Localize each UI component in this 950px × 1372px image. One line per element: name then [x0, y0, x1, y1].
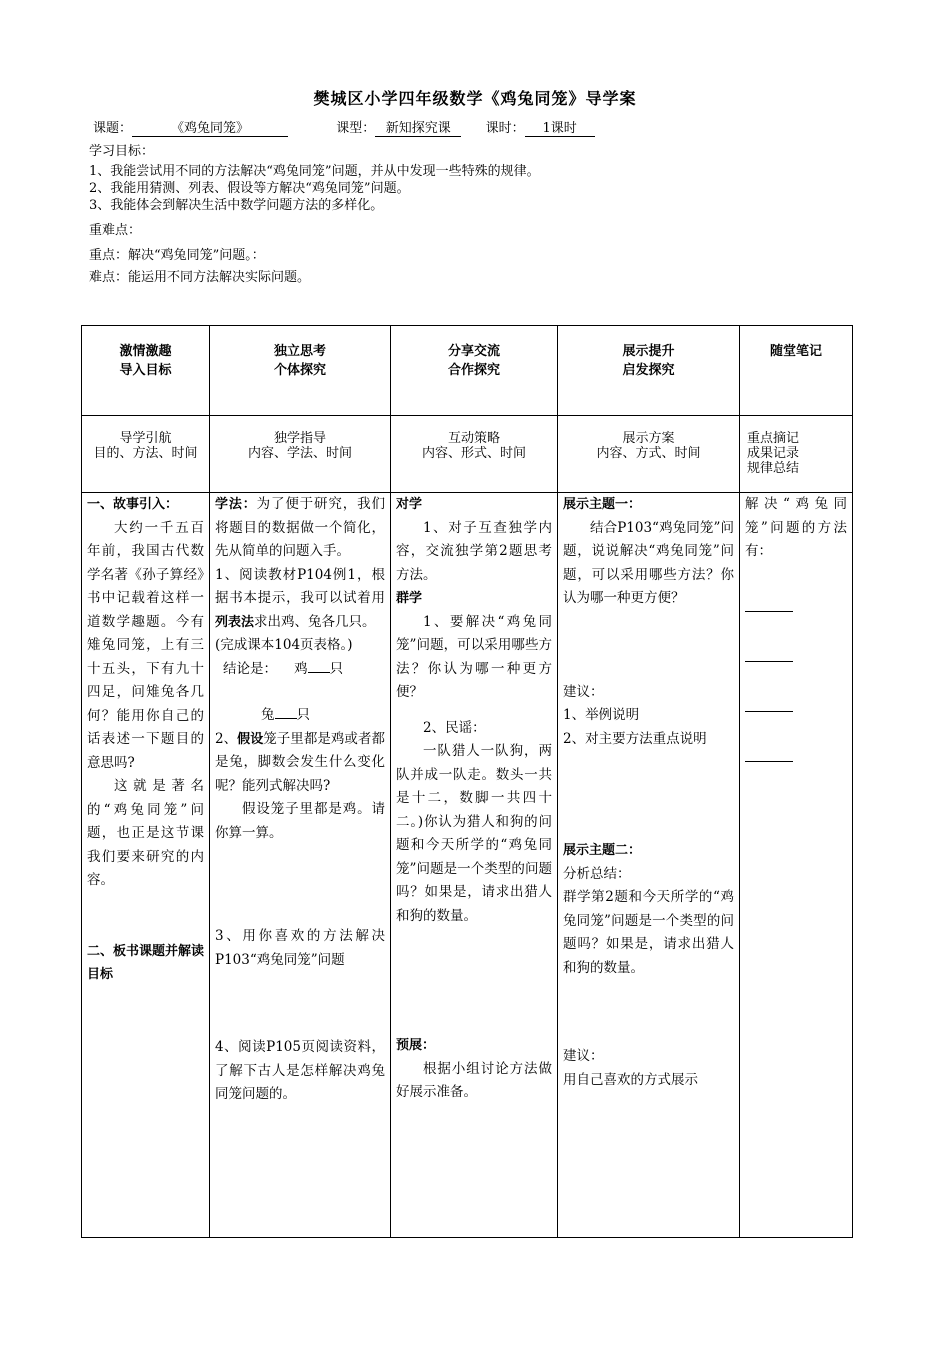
theme2-subheading: 分析总结： [563, 865, 631, 882]
preview-text: 根据小组讨论方法做好展示准备。 [396, 1060, 552, 1100]
focus-point: 重点：解决“鸡兔同笼”问题。： [89, 248, 265, 263]
step1-text-a: 1、阅读教材P104例1，根据书本提示，我可以试着用 [215, 566, 385, 606]
advice1-item1: 1、举例说明 [563, 707, 640, 723]
group-study-text: 1、要解决“鸡兔同笼”问题，可以采用哪些方法？你认为哪一种更方便？ [396, 613, 552, 700]
intro-column [82, 493, 210, 1238]
chicken-unit: 只 [329, 660, 344, 677]
rabbit-label: 兔 [261, 707, 275, 723]
advice2-label: 建议： [563, 1048, 604, 1064]
step2-subtask: 假设笼子里都是鸡。请你算一算。 [215, 801, 385, 841]
type-label: 课型： [336, 121, 376, 136]
notes-answer-line-4[interactable] [745, 760, 793, 762]
topic-value: 《鸡兔同笼》 [132, 121, 288, 137]
type-value: 新知探究课 [375, 121, 461, 137]
story-heading: 一、故事引入： [87, 497, 179, 512]
chicken-answer-blank[interactable] [308, 658, 330, 673]
hours-label: 课时： [485, 121, 525, 136]
header-cell-4: 展示提升 启发探究 [558, 326, 740, 416]
pair-study-text: 1、对子互查独学内容，交流独学第2题思考方法。 [396, 519, 552, 583]
pair-study-label: 对学 [396, 497, 423, 512]
step1-note: (完成课本104页表格。) [215, 637, 353, 653]
assume-term: 假设 [237, 731, 264, 747]
subheader-cell-1: 导学引航 目的、方法、时间 [82, 416, 210, 493]
board-title-heading: 二、板书课题并解读目标 [87, 943, 205, 982]
goal-item-2: 2、我能用猜测、列表、假设等方解决“鸡兔同笼”问题。 [89, 181, 410, 196]
step2-text: 笼子里都是鸡或者都是兔，脚数会发生什么变化呢？能列式解决吗? [215, 730, 385, 794]
preview-label: 预展： [396, 1038, 436, 1053]
advice2-text: 用自己喜欢的方式展示 [563, 1071, 698, 1088]
rhyme-text: 一队猎人一队狗，两队并成一队走。数头一共是十二，数脚一共四十二。)你认为猎人和狗的问题和今天所学的“鸡兔同笼”问题是一个类型的问题吗？如果是，请求出猎人和狗的数量。 [396, 743, 552, 924]
subheader-cell-3: 互动策略 内容、形式、时间 [391, 416, 558, 493]
step1-text-b: 求出鸡、兔各几只。 [254, 613, 376, 630]
notes-prompt: 解决“鸡兔同笼”问题的方法有： [745, 496, 847, 559]
subheader-cell-2: 独学指导 内容、学法、时间 [210, 416, 391, 493]
lesson-meta [93, 117, 595, 137]
difficulty-point: 难点：能运用不同方法解决实际问题。 [89, 270, 311, 285]
rabbit-answer-blank[interactable] [275, 704, 297, 719]
subheader-cell-4: 展示方案 内容、方式、时间 [558, 416, 740, 493]
advice1-item2: 2、对主要方法重点说明 [563, 730, 707, 747]
presentation-column [558, 493, 740, 1238]
study-plan-table [81, 325, 853, 1238]
group-study-label: 群学 [396, 591, 423, 606]
header-row [82, 326, 853, 416]
step4-text: 4、阅读P105页阅读资料，了解下古人是怎样解决鸡兔同笼问题的。 [215, 1039, 385, 1102]
rabbit-unit: 只 [296, 707, 310, 723]
famous-problem-text: 这就是著名的“鸡兔同笼”问题，也正是这节课我们要来研究的内容。 [87, 778, 204, 888]
chicken-label: 鸡 [294, 660, 308, 677]
content-row [82, 493, 853, 1238]
theme2-text: 群学第2题和今天所学的“鸡兔同笼”问题是一个类型的问题吗？如果是，请求出猎人和狗的数量。 [563, 889, 734, 976]
list-method-term: 列表法 [215, 614, 255, 630]
hours-value: 1课时 [525, 121, 595, 137]
topic-label: 课题： [93, 121, 133, 136]
group-study-column [391, 493, 558, 1238]
header-cell-3: 分享交流 合作探究 [391, 326, 558, 416]
header-cell-5: 随堂笔记 [740, 326, 853, 416]
self-study-column [210, 493, 391, 1238]
page-title: 樊城区小学四年级数学《鸡兔同笼》导学案 [313, 89, 637, 108]
theme1-text: 结合P103“鸡兔同笼”问题，说说解决“鸡兔同笼”问题，可以采用哪些方法？你认为哪一种更方便？ [563, 519, 734, 606]
notes-column [740, 493, 853, 1238]
key-points-heading: 重难点： [89, 223, 142, 238]
step2-number: 2、 [215, 730, 238, 747]
header-cell-1: 激情激趣 导入目标 [82, 326, 210, 416]
story-text: 大约一千五百年前，我国古代数学名著《孙子算经》书中记载着这样一道数学趣题。今有雉兔同笼，上有三十五头，下有九十四足，问雉兔各几何？能用你自己的话表述一下题目的意思吗? [87, 519, 204, 771]
goals-heading: 学习目标： [89, 144, 155, 159]
rhyme-label: 2、民谣： [423, 719, 486, 736]
step3-text: 3、用你喜欢的方法解决P103“鸡兔同笼”问题 [215, 928, 385, 968]
theme2-label: 展示主题二： [563, 843, 642, 858]
theme1-label: 展示主题一： [563, 497, 642, 512]
method-label: 学法： [215, 497, 257, 512]
header-cell-2: 独立思考 个体探究 [210, 326, 391, 416]
method-text: 为了便于研究，我们将题目的数据做一个简化，先从简单的问题入手。 [215, 496, 385, 559]
goal-item-1: 1、我能尝试用不同的方法解决“鸡兔同笼”问题，并从中发现一些特殊的规律。 [89, 164, 540, 179]
advice1-label: 建议： [563, 683, 604, 700]
goal-item-3: 3、我能体会到解决生活中数学问题方法的多样化。 [89, 198, 384, 213]
subheader-cell-5: 重点摘记 成果记录 规律总结 [740, 416, 853, 493]
subheader-row [82, 416, 853, 493]
conclusion-label: 结论是： [223, 660, 277, 677]
